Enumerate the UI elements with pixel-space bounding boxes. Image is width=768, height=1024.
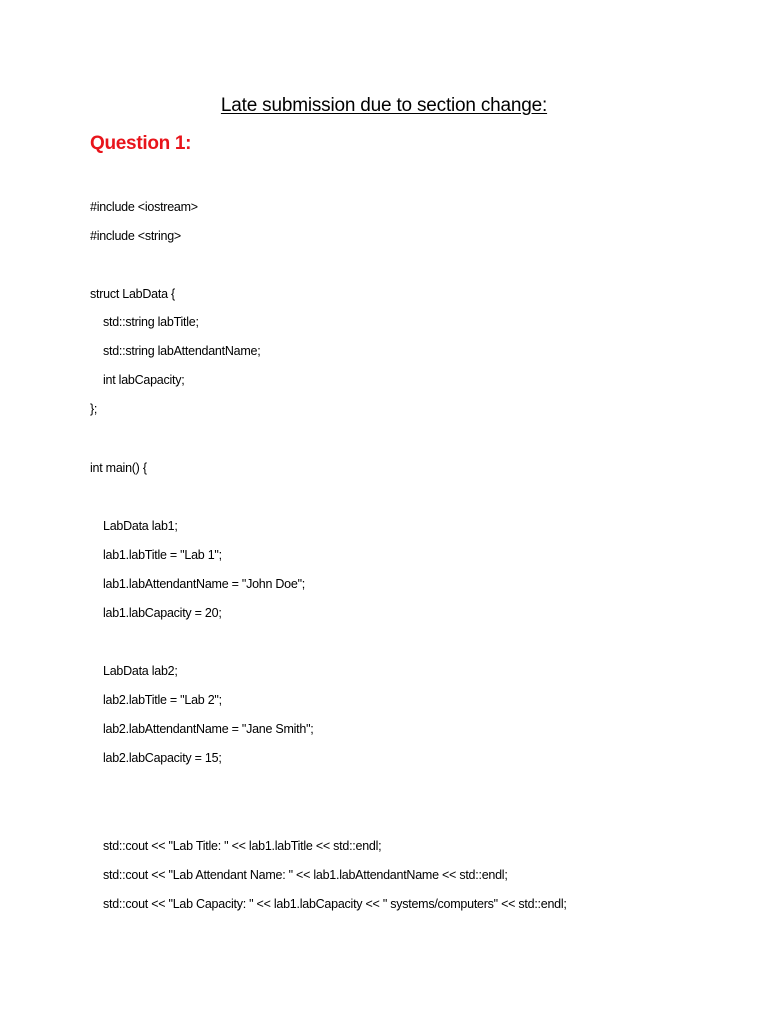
code-line-lab1-decl: LabData lab1; — [103, 519, 178, 533]
code-line-lab1-title: lab1.labTitle = "Lab 1"; — [103, 548, 222, 562]
code-line-lab2-title: lab2.labTitle = "Lab 2"; — [103, 693, 222, 707]
code-line-include-iostream: #include <iostream> — [90, 200, 198, 214]
code-line-cout-title: std::cout << "Lab Title: " << lab1.labTitle << std::endl; — [103, 839, 382, 853]
question-heading: Question 1: — [90, 133, 192, 154]
code-line-lab1-capacity: lab1.labCapacity = 20; — [103, 606, 222, 620]
code-line-include-string: #include <string> — [90, 229, 181, 243]
code-line-lab2-capacity: lab2.labCapacity = 15; — [103, 751, 222, 765]
code-line-main-open: int main() { — [90, 461, 147, 475]
code-line-field-capacity: int labCapacity; — [103, 373, 185, 387]
code-line-struct-open: struct LabData { — [90, 287, 175, 301]
code-line-lab2-decl: LabData lab2; — [103, 664, 178, 678]
code-line-cout-capacity: std::cout << "Lab Capacity: " << lab1.labCapacity << " systems/computers" << std::endl; — [103, 897, 567, 911]
code-line-cout-attendant: std::cout << "Lab Attendant Name: " << lab1.labAttendantName << std::endl; — [103, 868, 508, 882]
code-line-field-attendant: std::string labAttendantName; — [103, 344, 261, 358]
code-line-struct-close: }; — [90, 402, 98, 416]
code-line-lab2-attendant: lab2.labAttendantName = "Jane Smith"; — [103, 722, 314, 736]
code-line-lab1-attendant: lab1.labAttendantName = "John Doe"; — [103, 577, 305, 591]
document-title: Late submission due to section change: — [220, 95, 548, 116]
code-line-field-title: std::string labTitle; — [103, 315, 199, 329]
